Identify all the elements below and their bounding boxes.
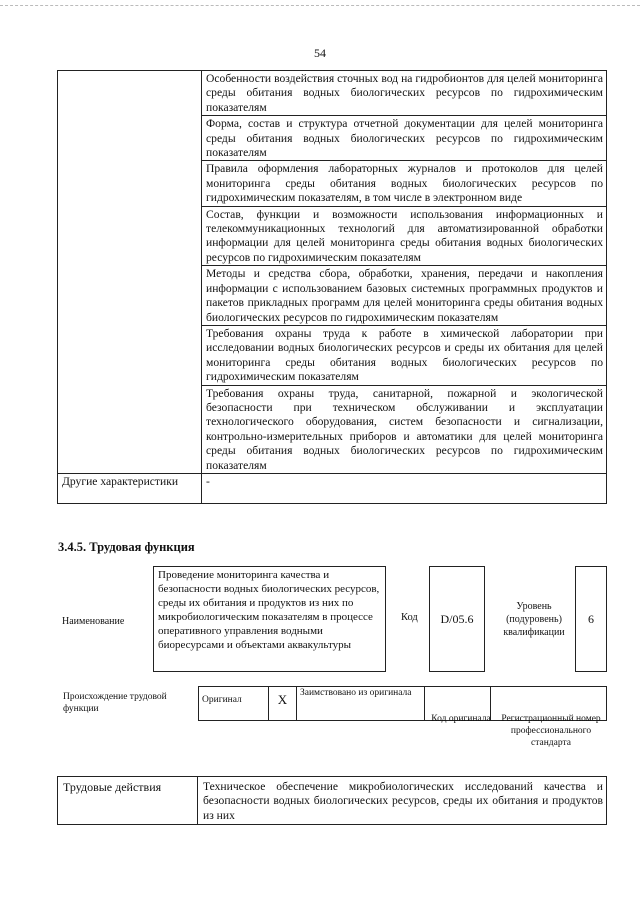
page-number: 54 bbox=[314, 46, 326, 60]
knowledge-item: Требования охраны труда к работе в химической лаборатории при исследовании водных биологических ресурсов и среды их обитания для целей мониторинга среды обитания водных биологических ресурсов по гидрохимическим показателям bbox=[202, 325, 607, 385]
knowledge-item: Состав, функции и возможности использования информационных и телекоммуникационных технологий для автоматизированной обработки информации для целей мониторинга среды обитания водных биологических ресурсов по гидрохимическим показателям bbox=[202, 206, 607, 266]
knowledge-item: Особенности воздействия сточных вод на гидробионтов для целей мониторинга среды обитания водных биологических ресурсов по гидрохимическим показателям bbox=[202, 71, 607, 116]
knowledge-item: Требования охраны труда, санитарной, пожарной и экологической безопасности при техническом обслуживании и эксплуатации технологического оборудования, систем безопасности и сигнализации, контрольно-измерительных приборов и автоматики для целей мониторинга среды обитания водных биологических ресурсов по гидрохимическим показателям bbox=[202, 385, 607, 473]
section-title: 3.4.5. Трудовая функция bbox=[58, 540, 195, 554]
knowledge-item: Методы и средства сбора, обработки, хранения, передачи и накопления информации с использованием базовых системных программных продуктов и пакетов прикладных программ для целей мониторинга среды обитания водных биологических ресурсов по гидрохимическим показателям bbox=[202, 266, 607, 326]
level-label: Уровень (подуровень) квалификации bbox=[503, 601, 565, 638]
borrowed-label: Заимствовано из оригинала bbox=[297, 687, 425, 721]
row-label-empty bbox=[58, 71, 202, 474]
code-label: Код bbox=[401, 612, 418, 623]
other-characteristics-label: Другие характеристики bbox=[58, 473, 202, 503]
qualification-level: 6 bbox=[575, 566, 607, 672]
original-label: Оригинал bbox=[199, 687, 269, 721]
table-row bbox=[58, 777, 607, 825]
registration-caption: Регистрационный номер профессионального стандарта bbox=[501, 714, 601, 748]
table-row bbox=[58, 71, 607, 116]
function-code: D/05.6 bbox=[429, 566, 485, 672]
original-mark: X bbox=[269, 687, 297, 721]
origin-label: Происхождение трудовой функции bbox=[63, 692, 167, 714]
other-characteristics-value: - bbox=[202, 473, 607, 503]
actions-label: Трудовые действия bbox=[58, 777, 198, 825]
actions-value: Техническое обеспечение микробиологических исследований качества и безопасности водных биологических ресурсов, среды их обитания и продуктов из них bbox=[198, 777, 607, 825]
name-label: Наименование bbox=[62, 616, 125, 627]
knowledge-item: Форма, состав и структура отчетной документации для целей мониторинга среды обитания водных биологических ресурсов по гидрохимическим показателям bbox=[202, 116, 607, 161]
code-caption: Код оригинала bbox=[431, 714, 491, 724]
actions-table bbox=[57, 776, 607, 825]
top-scan-rule bbox=[0, 5, 640, 7]
knowledge-table bbox=[57, 70, 607, 504]
function-name: Проведение мониторинга качества и безопасности водных биологических ресурсов, среды их обитания и продуктов из них по микробиологическим показателям в процессе оперативного управления водными биоресурсами и объектами аквакультуры bbox=[153, 566, 386, 672]
knowledge-item: Правила оформления лабораторных журналов и протоколов для целей мониторинга среды обитания водных биологических ресурсов по гидрохимическим показателям, в том числе в электронном виде bbox=[202, 161, 607, 206]
table-row bbox=[58, 473, 607, 503]
